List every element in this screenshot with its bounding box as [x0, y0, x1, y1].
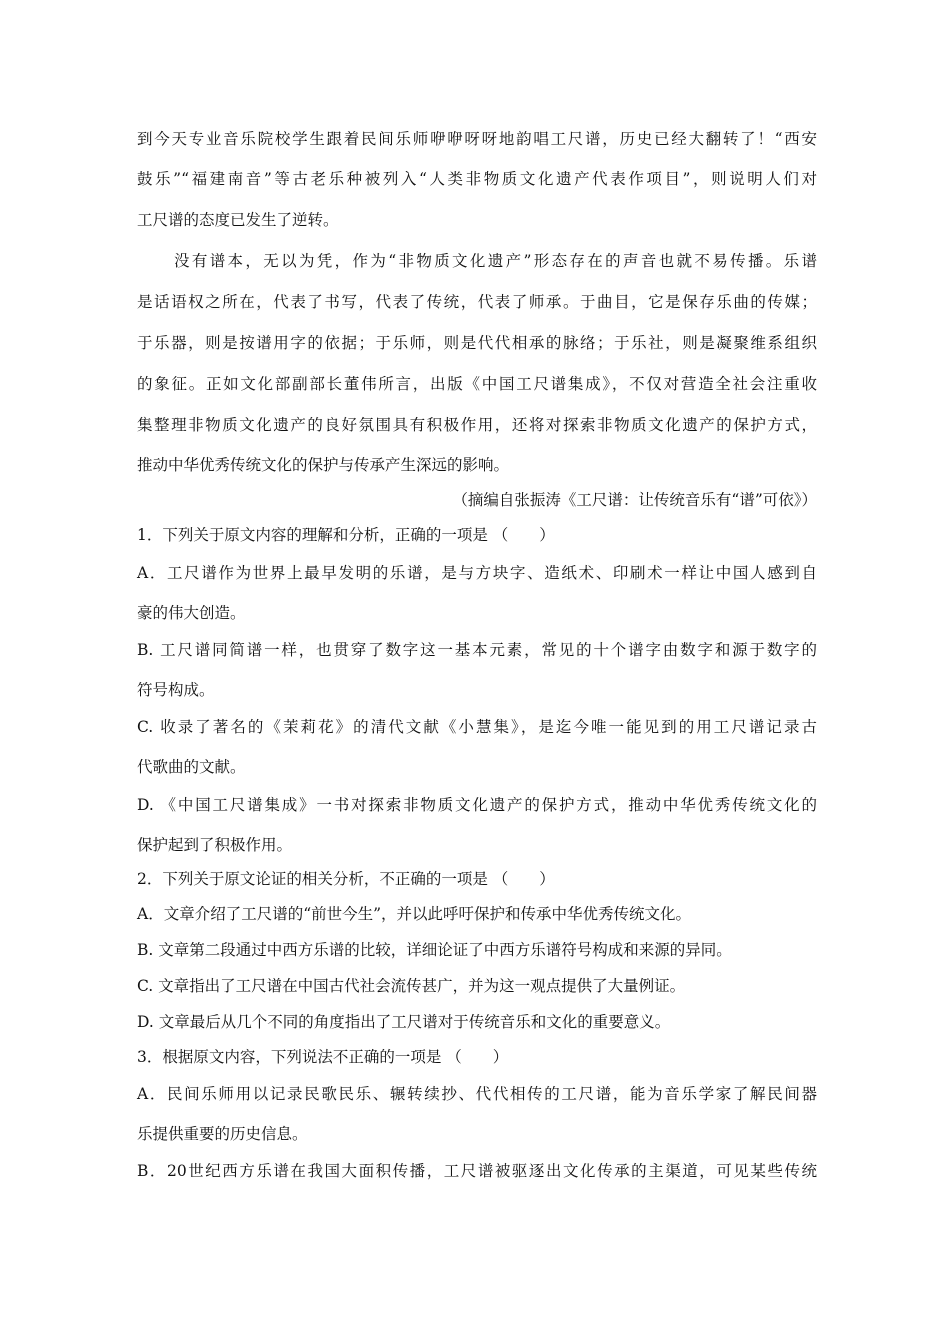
paragraph-first-line: 没有谱本，无以为凭，作为“非物质文化遗产”形态存在的声音也就不易传播。乐谱 [174, 252, 817, 270]
q3-option-b: B．20世纪西方乐谱在我国大面积传播，工尺谱被驱逐出文化传承的主渠道，可见某些传统 [137, 1162, 817, 1180]
passage-line: 的象征。正如文化部副部长董伟所言，出版《中国工尺谱集成》，不仅对营造全社会注重收 [137, 375, 817, 393]
q3-option-a-cont: 乐提供重要的历史信息。 [137, 1125, 308, 1143]
q2-option-d: D. 文章最后从几个不同的角度指出了工尺谱对于传统音乐和文化的重要意义。 [137, 1013, 671, 1031]
q1-option-c-cont: 代歌曲的文献。 [137, 758, 246, 776]
passage-line: 鼓乐”“福建南音”等古老乐种被列入“人类非物质文化遗产代表作项目”，则说明人们对 [137, 170, 817, 188]
q1-option-b: B. 工尺谱同简谱一样，也贯穿了数字这一基本元素，常见的十个谱字由数字和源于数字的 [137, 641, 817, 659]
question-2-stem: 2．下列关于原文论证的相关分析，不正确的一项是 （ ） [137, 870, 555, 888]
q3-option-a: A．民间乐师用以记录民歌民乐、辗转续抄、代代相传的工尺谱，能为音乐学家了解民间器 [137, 1085, 817, 1103]
passage-line: 推动中华优秀传统文化的保护与传承产生深远的影响。 [137, 456, 510, 474]
passage-line: 工尺谱的态度已发生了逆转。 [137, 211, 339, 229]
q1-option-d: D. 《中国工尺谱集成》一书对探索非物质文化遗产的保护方式，推动中华优秀传统文化的 [137, 796, 817, 814]
passage-line: 到今天专业音乐院校学生跟着民间乐师咿咿呀呀地韵唱工尺谱，历史已经大翻转了！“西安 [137, 130, 817, 148]
question-1-stem: 1．下列关于原文内容的理解和分析，正确的一项是 （ ） [137, 526, 555, 544]
q2-option-c: C. 文章指出了工尺谱在中国古代社会流传甚广，并为这一观点提供了大量例证。 [137, 977, 686, 995]
source-citation: （摘编自张振涛《工尺谱：让传统音乐有“谱”可依》） [452, 491, 817, 509]
question-3-stem: 3．根据原文内容，下列说法不正确的一项是 （ ） [137, 1048, 509, 1066]
q2-option-a: A．文章介绍了工尺谱的“前世今生”，并以此呼吁保护和传承中华优秀传统文化。 [137, 905, 692, 923]
q2-option-b: B. 文章第二段通过中西方乐谱的比较，详细论证了中西方乐谱符号构成和来源的异同。 [137, 941, 732, 959]
passage-line: 是话语权之所在，代表了书写，代表了传统，代表了师承。于曲目，它是保存乐曲的传媒； [137, 293, 817, 311]
q1-option-d-cont: 保护起到了积极作用。 [137, 836, 293, 854]
q1-option-a: A．工尺谱作为世界上最早发明的乐谱，是与方块字、造纸术、印刷术一样让中国人感到自 [137, 564, 817, 582]
q1-option-a-cont: 豪的伟大创造。 [137, 604, 246, 622]
q1-option-b-cont: 符号构成。 [137, 681, 215, 699]
q1-option-c: C. 收录了著名的《茉莉花》的清代文献《小慧集》，是迄今唯一能见到的用工尺谱记录古 [137, 718, 817, 736]
passage-line: 于乐器，则是按谱用字的依据；于乐师，则是代代相承的脉络；于乐社，则是凝聚维系组织 [137, 334, 817, 352]
passage-line: 集整理非物质文化遗产的良好氛围具有积极作用，还将对探索非物质文化遗产的保护方式， [137, 416, 817, 434]
